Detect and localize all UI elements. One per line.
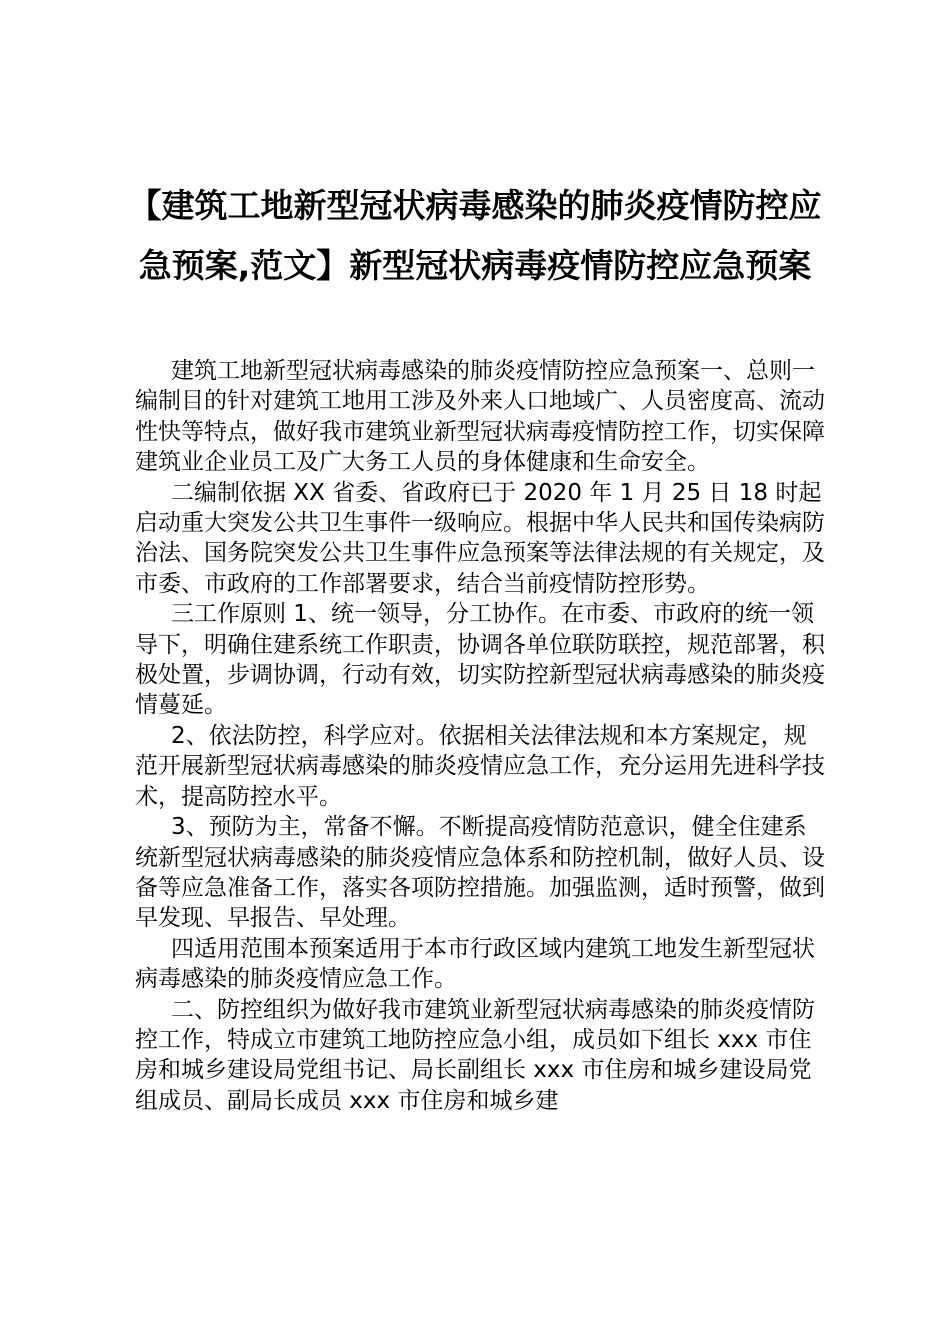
paragraph-principle-prevention: 3、预防为主，常备不懈。不断提高疫情防范意识，健全住建系统新型冠状病毒感染的肺炎疫情应急体系和防控机制，做好人员、设备等应急准备工作，落实各项防控措施。加强监测，适时预警，做到早发现、早报告、早处理。 <box>135 814 825 932</box>
paragraph-scope-and-purpose: 建筑工地新型冠状病毒感染的肺炎疫情防控应急预案一、总则一编制目的针对建筑工地用工涉及外来人口地域广、人员密度高、流动性快等特点，做好我市建筑业新型冠状病毒疫情防控工作，切实保障建筑业企业员工及广大务工人员的身体健康和生命安全。 <box>135 358 825 476</box>
document-title: 【建筑工地新型冠状病毒感染的肺炎疫情防控应急预案,范文】新型冠状病毒疫情防控应急预案 <box>128 186 822 285</box>
paragraph-principle-unified-leadership: 三工作原则 1、统一领导，分工协作。在市委、市政府的统一领导下，明确住建系统工作职责，协调各单位联防联控，规范部署，积极处置，步调协调，行动有效，切实防控新型冠状病毒感染的肺炎疫情蔓延。 <box>135 601 825 719</box>
document-body <box>135 356 825 1116</box>
paragraph-scope-of-application: 四适用范围本预案适用于本市行政区域内建筑工地发生新型冠状病毒感染的肺炎疫情应急工作。 <box>135 935 815 993</box>
paragraph-principle-lawful-control: 2、依法防控，科学应对。依据相关法律法规和本方案规定，规范开展新型冠状病毒感染的肺炎疫情应急工作，充分运用先进科学技术，提高防控水平。 <box>135 722 825 810</box>
paragraph-basis: 二编制依据 XX 省委、省政府已于 2020 年 1 月 25 日 18 时起启动重大突发公共卫生事件一级响应。根据中华人民共和国传染病防治法、国务院突发公共卫生事件应急预案等法律法规的有关规定，及市委、市政府的工作部署要求，结合当前疫情防控形势。 <box>135 479 825 597</box>
paragraph-organization: 二、防控组织为做好我市建筑业新型冠状病毒感染的肺炎疫情防控工作，特成立市建筑工地防控应急小组，成员如下组长 xxx 市住房和城乡建设局党组书记、局长副组长 xxx 市住房和城乡建设局党组成员、副局长成员 xxx 市住房和城乡建 <box>135 996 815 1114</box>
